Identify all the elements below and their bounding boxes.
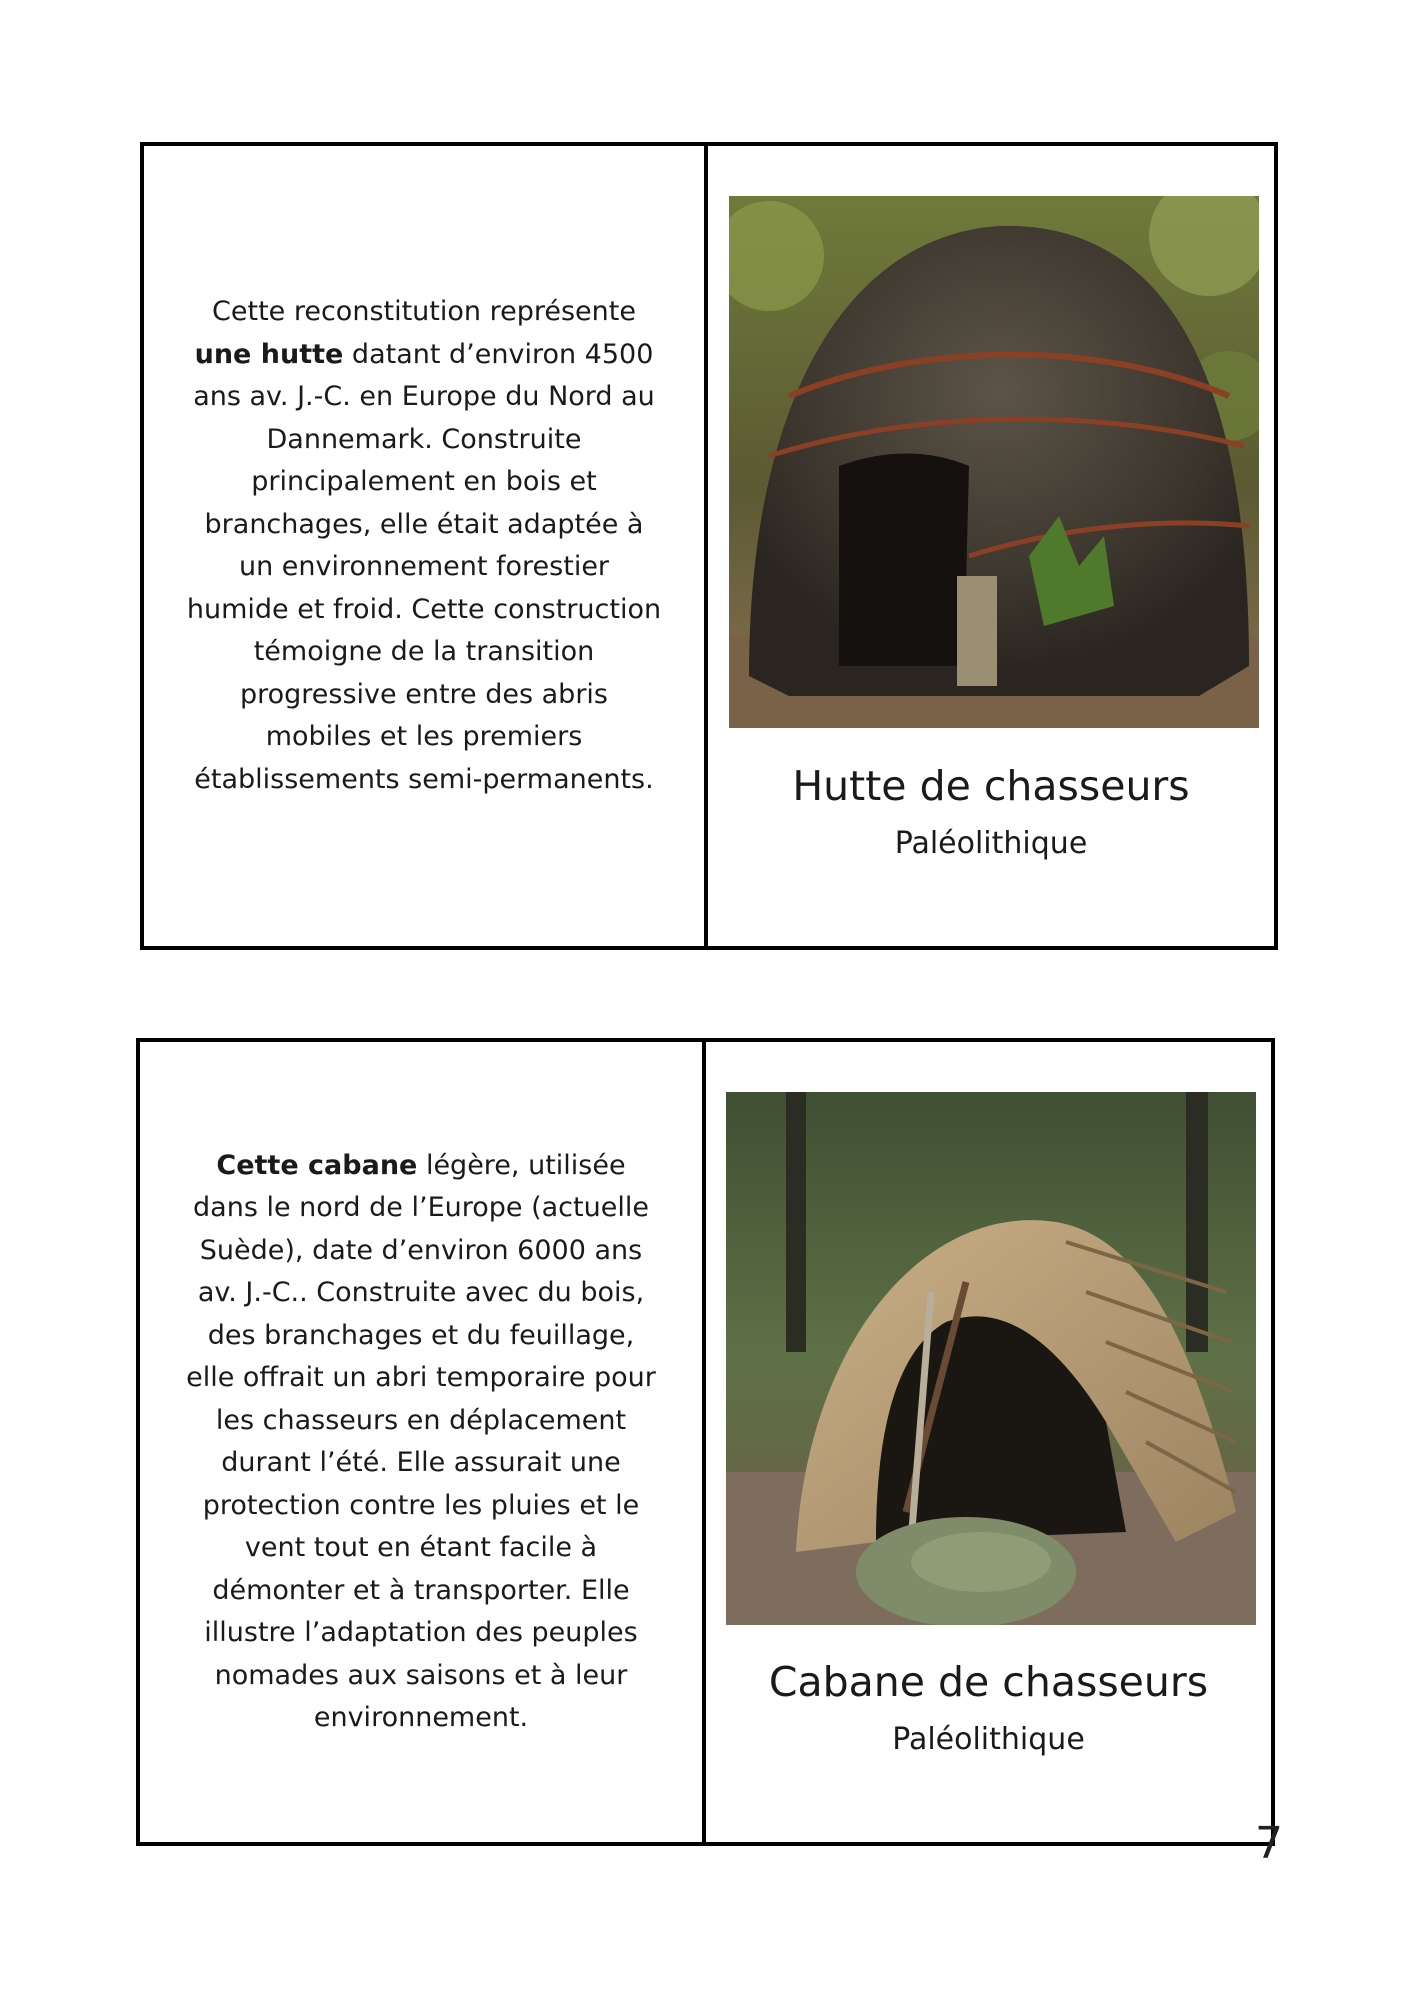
page-number: 7 — [1255, 1818, 1283, 1869]
card-2-period: Paléolithique — [892, 1722, 1085, 1757]
card-1-title: Hutte de chasseurs — [792, 762, 1190, 810]
card-1-picture-panel — [704, 142, 1278, 950]
hut-photo — [729, 196, 1259, 728]
card-1-description-bold: une hutte — [194, 338, 344, 370]
card-2-description-panel — [136, 1038, 706, 1846]
card-2-title: Cabane de chasseurs — [768, 1658, 1209, 1706]
card-2-picture-panel — [702, 1038, 1275, 1846]
card-1-period: Paléolithique — [894, 826, 1088, 861]
card-1-description-text: Cette reconstitution représente une hutte datant d’environ 4500 ans av. J.-C. en Europe du Nord au Dannemark. Construite principalement en bois et branchages, elle était adaptée à un environnement forestier humide et froid. Cette construction témoigne de la transition progressive entre des abris mobiles et les premiers établissements semi-permanents. — [186, 296, 662, 795]
card-1-description-panel — [140, 142, 708, 950]
cabin-photo — [726, 1092, 1256, 1625]
card-2-description-bold: Cette cabane — [216, 1149, 418, 1181]
card-2-description-text: Cette cabane légère, utilisée dans le nord de l’Europe (actuelle Suède), date d’environ 6000 ans av. J.-C.. Construite avec du bois, des branchages et du feuillage, elle offrait un abri temporaire pour les chasseurs en déplacement durant l’été. Elle assurait une protection contre les pluies et le vent tout en étant facile à démonter et à transporter. Elle illustre l’adaptation des peuples nomades aux saisons et à leur environnement. — [186, 1149, 656, 1733]
